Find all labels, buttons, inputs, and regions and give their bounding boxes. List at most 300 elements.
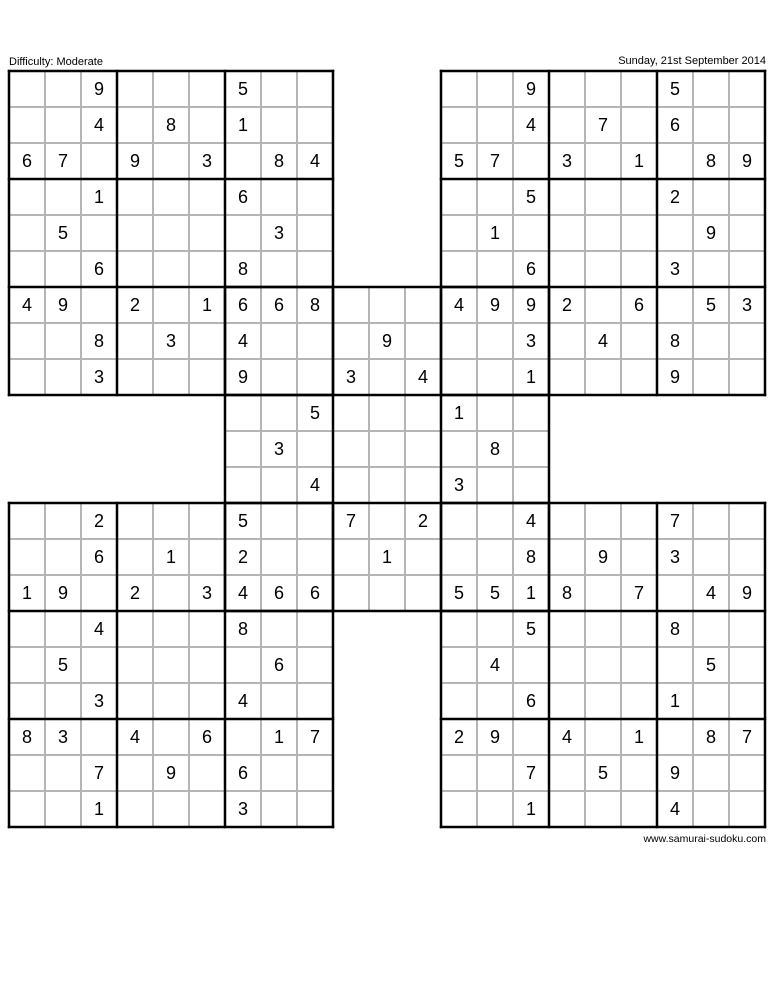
- sudoku-cell[interactable]: [189, 323, 225, 359]
- sudoku-cell[interactable]: [621, 539, 657, 575]
- sudoku-cell[interactable]: [657, 287, 693, 323]
- sudoku-cell[interactable]: [333, 575, 369, 611]
- sudoku-cell[interactable]: [45, 683, 81, 719]
- sudoku-cell[interactable]: [549, 647, 585, 683]
- sudoku-cell[interactable]: [477, 791, 513, 827]
- sudoku-cell[interactable]: [585, 719, 621, 755]
- sudoku-cell[interactable]: [189, 539, 225, 575]
- sudoku-cell[interactable]: [117, 323, 153, 359]
- sudoku-cell[interactable]: 3: [729, 287, 765, 323]
- sudoku-cell[interactable]: 4: [297, 143, 333, 179]
- sudoku-cell[interactable]: 5: [693, 647, 729, 683]
- sudoku-cell[interactable]: 5: [513, 179, 549, 215]
- sudoku-cell[interactable]: 8: [9, 719, 45, 755]
- sudoku-cell[interactable]: [117, 503, 153, 539]
- sudoku-cell[interactable]: 5: [513, 611, 549, 647]
- sudoku-cell[interactable]: [189, 611, 225, 647]
- sudoku-cell[interactable]: 8: [297, 287, 333, 323]
- sudoku-cell[interactable]: [549, 683, 585, 719]
- sudoku-cell[interactable]: [477, 611, 513, 647]
- sudoku-cell[interactable]: 1: [189, 287, 225, 323]
- sudoku-cell[interactable]: [693, 503, 729, 539]
- sudoku-cell[interactable]: [729, 215, 765, 251]
- sudoku-cell[interactable]: [441, 647, 477, 683]
- sudoku-cell[interactable]: 3: [657, 539, 693, 575]
- sudoku-cell[interactable]: [261, 467, 297, 503]
- sudoku-cell[interactable]: 3: [153, 323, 189, 359]
- sudoku-cell[interactable]: [225, 215, 261, 251]
- sudoku-cell[interactable]: [81, 215, 117, 251]
- sudoku-cell[interactable]: [585, 287, 621, 323]
- sudoku-cell[interactable]: [477, 71, 513, 107]
- sudoku-cell[interactable]: [117, 179, 153, 215]
- sudoku-cell[interactable]: [9, 359, 45, 395]
- sudoku-cell[interactable]: [45, 71, 81, 107]
- sudoku-cell[interactable]: [585, 359, 621, 395]
- sudoku-cell[interactable]: [261, 683, 297, 719]
- sudoku-cell[interactable]: [9, 215, 45, 251]
- sudoku-cell[interactable]: [81, 575, 117, 611]
- sudoku-cell[interactable]: [513, 647, 549, 683]
- sudoku-cell[interactable]: 4: [405, 359, 441, 395]
- sudoku-cell[interactable]: [117, 611, 153, 647]
- sudoku-cell[interactable]: 4: [477, 647, 513, 683]
- sudoku-cell[interactable]: 1: [153, 539, 189, 575]
- sudoku-cell[interactable]: 8: [549, 575, 585, 611]
- sudoku-cell[interactable]: [261, 179, 297, 215]
- sudoku-cell[interactable]: [621, 359, 657, 395]
- sudoku-cell[interactable]: 8: [153, 107, 189, 143]
- sudoku-cell[interactable]: [585, 791, 621, 827]
- sudoku-cell[interactable]: 9: [657, 755, 693, 791]
- sudoku-cell[interactable]: 5: [441, 575, 477, 611]
- sudoku-cell[interactable]: [9, 611, 45, 647]
- sudoku-cell[interactable]: 7: [585, 107, 621, 143]
- sudoku-cell[interactable]: [549, 323, 585, 359]
- sudoku-cell[interactable]: [621, 647, 657, 683]
- sudoku-cell[interactable]: [117, 791, 153, 827]
- sudoku-cell[interactable]: [729, 179, 765, 215]
- sudoku-cell[interactable]: 2: [225, 539, 261, 575]
- sudoku-cell[interactable]: [297, 539, 333, 575]
- sudoku-cell[interactable]: [117, 359, 153, 395]
- sudoku-cell[interactable]: 1: [513, 791, 549, 827]
- sudoku-cell[interactable]: [369, 575, 405, 611]
- sudoku-cell[interactable]: [297, 611, 333, 647]
- sudoku-cell[interactable]: [585, 503, 621, 539]
- sudoku-cell[interactable]: [477, 179, 513, 215]
- sudoku-cell[interactable]: [405, 395, 441, 431]
- sudoku-cell[interactable]: [441, 215, 477, 251]
- sudoku-cell[interactable]: 8: [261, 143, 297, 179]
- sudoku-cell[interactable]: 7: [477, 143, 513, 179]
- sudoku-cell[interactable]: [117, 755, 153, 791]
- sudoku-cell[interactable]: [621, 323, 657, 359]
- sudoku-cell[interactable]: 5: [297, 395, 333, 431]
- sudoku-cell[interactable]: [9, 71, 45, 107]
- sudoku-cell[interactable]: [153, 287, 189, 323]
- sudoku-cell[interactable]: [441, 503, 477, 539]
- sudoku-cell[interactable]: [369, 395, 405, 431]
- sudoku-cell[interactable]: [441, 179, 477, 215]
- sudoku-cell[interactable]: [549, 251, 585, 287]
- sudoku-cell[interactable]: [225, 719, 261, 755]
- sudoku-cell[interactable]: 9: [729, 143, 765, 179]
- sudoku-cell[interactable]: [153, 251, 189, 287]
- sudoku-cell[interactable]: [333, 287, 369, 323]
- sudoku-cell[interactable]: 6: [657, 107, 693, 143]
- sudoku-cell[interactable]: 3: [333, 359, 369, 395]
- sudoku-cell[interactable]: [693, 359, 729, 395]
- sudoku-cell[interactable]: [153, 179, 189, 215]
- sudoku-cell[interactable]: [45, 791, 81, 827]
- sudoku-cell[interactable]: 4: [225, 323, 261, 359]
- sudoku-cell[interactable]: [405, 431, 441, 467]
- sudoku-cell[interactable]: [261, 359, 297, 395]
- sudoku-cell[interactable]: [477, 503, 513, 539]
- sudoku-cell[interactable]: [621, 215, 657, 251]
- sudoku-cell[interactable]: [621, 71, 657, 107]
- sudoku-cell[interactable]: 3: [189, 143, 225, 179]
- sudoku-cell[interactable]: [693, 323, 729, 359]
- sudoku-cell[interactable]: [477, 251, 513, 287]
- sudoku-cell[interactable]: [621, 107, 657, 143]
- sudoku-cell[interactable]: 6: [9, 143, 45, 179]
- sudoku-cell[interactable]: [117, 683, 153, 719]
- sudoku-cell[interactable]: [9, 647, 45, 683]
- sudoku-cell[interactable]: [225, 395, 261, 431]
- sudoku-cell[interactable]: 1: [225, 107, 261, 143]
- sudoku-cell[interactable]: 4: [585, 323, 621, 359]
- sudoku-cell[interactable]: [729, 107, 765, 143]
- sudoku-cell[interactable]: [693, 251, 729, 287]
- sudoku-cell[interactable]: [225, 431, 261, 467]
- sudoku-cell[interactable]: [405, 575, 441, 611]
- sudoku-cell[interactable]: [261, 503, 297, 539]
- sudoku-cell[interactable]: [189, 251, 225, 287]
- sudoku-cell[interactable]: 9: [477, 287, 513, 323]
- sudoku-cell[interactable]: 4: [81, 107, 117, 143]
- sudoku-cell[interactable]: [405, 539, 441, 575]
- sudoku-cell[interactable]: [729, 503, 765, 539]
- sudoku-cell[interactable]: 5: [225, 71, 261, 107]
- sudoku-cell[interactable]: [81, 647, 117, 683]
- sudoku-cell[interactable]: 9: [585, 539, 621, 575]
- sudoku-cell[interactable]: [693, 71, 729, 107]
- sudoku-cell[interactable]: 2: [405, 503, 441, 539]
- sudoku-cell[interactable]: 8: [693, 143, 729, 179]
- sudoku-cell[interactable]: 9: [729, 575, 765, 611]
- sudoku-cell[interactable]: [549, 539, 585, 575]
- sudoku-cell[interactable]: [297, 359, 333, 395]
- sudoku-cell[interactable]: 3: [81, 359, 117, 395]
- sudoku-cell[interactable]: [369, 467, 405, 503]
- sudoku-cell[interactable]: 5: [585, 755, 621, 791]
- sudoku-cell[interactable]: [297, 323, 333, 359]
- sudoku-cell[interactable]: [549, 791, 585, 827]
- sudoku-cell[interactable]: 1: [441, 395, 477, 431]
- sudoku-cell[interactable]: [153, 215, 189, 251]
- sudoku-cell[interactable]: [657, 647, 693, 683]
- sudoku-cell[interactable]: [261, 395, 297, 431]
- sudoku-cell[interactable]: [441, 431, 477, 467]
- sudoku-cell[interactable]: [693, 107, 729, 143]
- sudoku-cell[interactable]: [261, 611, 297, 647]
- sudoku-cell[interactable]: [441, 755, 477, 791]
- sudoku-cell[interactable]: [189, 71, 225, 107]
- sudoku-cell[interactable]: [45, 611, 81, 647]
- sudoku-cell[interactable]: 4: [513, 503, 549, 539]
- sudoku-cell[interactable]: [729, 359, 765, 395]
- sudoku-cell[interactable]: [117, 71, 153, 107]
- sudoku-cell[interactable]: [189, 791, 225, 827]
- sudoku-cell[interactable]: [117, 251, 153, 287]
- sudoku-cell[interactable]: [549, 503, 585, 539]
- sudoku-cell[interactable]: [333, 539, 369, 575]
- sudoku-cell[interactable]: [189, 359, 225, 395]
- sudoku-cell[interactable]: [117, 215, 153, 251]
- sudoku-cell[interactable]: [477, 395, 513, 431]
- sudoku-cell[interactable]: 7: [621, 575, 657, 611]
- sudoku-cell[interactable]: 3: [513, 323, 549, 359]
- sudoku-cell[interactable]: 7: [657, 503, 693, 539]
- sudoku-cell[interactable]: 3: [261, 431, 297, 467]
- sudoku-cell[interactable]: [621, 251, 657, 287]
- sudoku-cell[interactable]: [621, 791, 657, 827]
- sudoku-cell[interactable]: [153, 359, 189, 395]
- sudoku-cell[interactable]: [225, 647, 261, 683]
- sudoku-cell[interactable]: 8: [225, 251, 261, 287]
- footer-url[interactable]: www.samurai-sudoku.com: [643, 833, 766, 845]
- sudoku-cell[interactable]: [585, 611, 621, 647]
- sudoku-cell[interactable]: [729, 71, 765, 107]
- sudoku-cell[interactable]: 7: [297, 719, 333, 755]
- sudoku-cell[interactable]: [117, 647, 153, 683]
- sudoku-cell[interactable]: [333, 323, 369, 359]
- sudoku-cell[interactable]: [549, 755, 585, 791]
- sudoku-cell[interactable]: [405, 467, 441, 503]
- sudoku-cell[interactable]: [189, 683, 225, 719]
- sudoku-cell[interactable]: [261, 323, 297, 359]
- sudoku-cell[interactable]: 8: [693, 719, 729, 755]
- sudoku-cell[interactable]: 6: [189, 719, 225, 755]
- sudoku-cell[interactable]: 4: [225, 575, 261, 611]
- sudoku-cell[interactable]: [9, 503, 45, 539]
- sudoku-cell[interactable]: 7: [81, 755, 117, 791]
- sudoku-cell[interactable]: [153, 719, 189, 755]
- sudoku-cell[interactable]: [441, 323, 477, 359]
- sudoku-cell[interactable]: [369, 503, 405, 539]
- sudoku-cell[interactable]: [261, 71, 297, 107]
- sudoku-cell[interactable]: [729, 251, 765, 287]
- sudoku-cell[interactable]: [585, 647, 621, 683]
- sudoku-cell[interactable]: [621, 683, 657, 719]
- sudoku-cell[interactable]: [45, 107, 81, 143]
- sudoku-cell[interactable]: [729, 539, 765, 575]
- sudoku-cell[interactable]: 6: [261, 575, 297, 611]
- sudoku-cell[interactable]: [441, 539, 477, 575]
- sudoku-cell[interactable]: [441, 611, 477, 647]
- sudoku-cell[interactable]: 1: [369, 539, 405, 575]
- sudoku-cell[interactable]: 3: [225, 791, 261, 827]
- sudoku-cell[interactable]: [297, 107, 333, 143]
- sudoku-cell[interactable]: [477, 107, 513, 143]
- sudoku-cell[interactable]: [729, 791, 765, 827]
- sudoku-cell[interactable]: [477, 683, 513, 719]
- sudoku-cell[interactable]: [513, 215, 549, 251]
- sudoku-cell[interactable]: 9: [513, 287, 549, 323]
- sudoku-cell[interactable]: [585, 683, 621, 719]
- sudoku-cell[interactable]: 1: [81, 791, 117, 827]
- sudoku-cell[interactable]: 4: [297, 467, 333, 503]
- sudoku-cell[interactable]: [369, 287, 405, 323]
- sudoku-cell[interactable]: [477, 539, 513, 575]
- sudoku-cell[interactable]: 5: [441, 143, 477, 179]
- sudoku-cell[interactable]: [153, 791, 189, 827]
- sudoku-cell[interactable]: 9: [45, 287, 81, 323]
- sudoku-cell[interactable]: [9, 179, 45, 215]
- sudoku-cell[interactable]: 7: [333, 503, 369, 539]
- sudoku-cell[interactable]: [153, 503, 189, 539]
- sudoku-cell[interactable]: [513, 467, 549, 503]
- sudoku-cell[interactable]: [441, 683, 477, 719]
- sudoku-cell[interactable]: 2: [117, 287, 153, 323]
- sudoku-cell[interactable]: [477, 755, 513, 791]
- sudoku-cell[interactable]: [117, 107, 153, 143]
- sudoku-cell[interactable]: [513, 395, 549, 431]
- sudoku-cell[interactable]: [405, 287, 441, 323]
- sudoku-cell[interactable]: 4: [117, 719, 153, 755]
- sudoku-cell[interactable]: [585, 71, 621, 107]
- sudoku-cell[interactable]: [9, 323, 45, 359]
- sudoku-cell[interactable]: 3: [189, 575, 225, 611]
- sudoku-cell[interactable]: [549, 359, 585, 395]
- sudoku-cell[interactable]: 6: [261, 287, 297, 323]
- sudoku-cell[interactable]: [9, 755, 45, 791]
- sudoku-cell[interactable]: [81, 143, 117, 179]
- sudoku-cell[interactable]: 2: [81, 503, 117, 539]
- sudoku-cell[interactable]: 9: [153, 755, 189, 791]
- sudoku-cell[interactable]: 2: [441, 719, 477, 755]
- sudoku-cell[interactable]: [153, 647, 189, 683]
- sudoku-cell[interactable]: [189, 647, 225, 683]
- sudoku-cell[interactable]: [153, 71, 189, 107]
- sudoku-cell[interactable]: 5: [657, 71, 693, 107]
- sudoku-cell[interactable]: 9: [45, 575, 81, 611]
- sudoku-cell[interactable]: [9, 539, 45, 575]
- sudoku-cell[interactable]: 9: [693, 215, 729, 251]
- sudoku-cell[interactable]: [45, 755, 81, 791]
- sudoku-cell[interactable]: 9: [369, 323, 405, 359]
- sudoku-cell[interactable]: [81, 287, 117, 323]
- sudoku-cell[interactable]: [621, 503, 657, 539]
- sudoku-cell[interactable]: 3: [657, 251, 693, 287]
- sudoku-cell[interactable]: [513, 431, 549, 467]
- sudoku-cell[interactable]: [549, 179, 585, 215]
- sudoku-cell[interactable]: [729, 611, 765, 647]
- sudoku-cell[interactable]: [45, 539, 81, 575]
- sudoku-cell[interactable]: [153, 575, 189, 611]
- sudoku-cell[interactable]: [153, 611, 189, 647]
- sudoku-cell[interactable]: [261, 251, 297, 287]
- sudoku-cell[interactable]: [513, 143, 549, 179]
- sudoku-cell[interactable]: [297, 431, 333, 467]
- sudoku-cell[interactable]: [621, 755, 657, 791]
- sudoku-cell[interactable]: 5: [45, 215, 81, 251]
- sudoku-cell[interactable]: [333, 467, 369, 503]
- sudoku-cell[interactable]: [189, 179, 225, 215]
- sudoku-cell[interactable]: [477, 359, 513, 395]
- sudoku-cell[interactable]: [153, 683, 189, 719]
- sudoku-cell[interactable]: [477, 323, 513, 359]
- sudoku-cell[interactable]: [621, 179, 657, 215]
- sudoku-cell[interactable]: 4: [549, 719, 585, 755]
- sudoku-cell[interactable]: [693, 179, 729, 215]
- sudoku-cell[interactable]: 8: [657, 611, 693, 647]
- sudoku-cell[interactable]: [693, 683, 729, 719]
- sudoku-cell[interactable]: [657, 215, 693, 251]
- sudoku-cell[interactable]: 1: [621, 719, 657, 755]
- sudoku-cell[interactable]: [45, 251, 81, 287]
- sudoku-cell[interactable]: [333, 431, 369, 467]
- sudoku-cell[interactable]: 6: [81, 251, 117, 287]
- sudoku-cell[interactable]: [657, 143, 693, 179]
- sudoku-cell[interactable]: [441, 251, 477, 287]
- sudoku-cell[interactable]: [549, 611, 585, 647]
- sudoku-cell[interactable]: 4: [657, 791, 693, 827]
- sudoku-cell[interactable]: 9: [477, 719, 513, 755]
- sudoku-cell[interactable]: [693, 755, 729, 791]
- sudoku-cell[interactable]: 3: [549, 143, 585, 179]
- sudoku-cell[interactable]: [441, 359, 477, 395]
- sudoku-cell[interactable]: [585, 143, 621, 179]
- sudoku-cell[interactable]: [9, 683, 45, 719]
- sudoku-cell[interactable]: 3: [81, 683, 117, 719]
- sudoku-cell[interactable]: [549, 71, 585, 107]
- sudoku-cell[interactable]: 1: [621, 143, 657, 179]
- sudoku-cell[interactable]: [369, 359, 405, 395]
- sudoku-cell[interactable]: [729, 323, 765, 359]
- sudoku-cell[interactable]: 2: [657, 179, 693, 215]
- sudoku-cell[interactable]: 4: [81, 611, 117, 647]
- sudoku-cell[interactable]: [117, 539, 153, 575]
- sudoku-cell[interactable]: 6: [81, 539, 117, 575]
- sudoku-cell[interactable]: [189, 107, 225, 143]
- sudoku-cell[interactable]: [297, 755, 333, 791]
- sudoku-cell[interactable]: 8: [477, 431, 513, 467]
- sudoku-cell[interactable]: [621, 611, 657, 647]
- sudoku-cell[interactable]: 8: [657, 323, 693, 359]
- sudoku-cell[interactable]: 9: [81, 71, 117, 107]
- sudoku-cell[interactable]: 6: [225, 287, 261, 323]
- sudoku-cell[interactable]: [297, 791, 333, 827]
- sudoku-cell[interactable]: 3: [45, 719, 81, 755]
- sudoku-cell[interactable]: [45, 359, 81, 395]
- sudoku-cell[interactable]: [441, 107, 477, 143]
- sudoku-cell[interactable]: [297, 683, 333, 719]
- sudoku-cell[interactable]: 7: [513, 755, 549, 791]
- sudoku-cell[interactable]: 6: [225, 179, 261, 215]
- sudoku-cell[interactable]: [297, 215, 333, 251]
- sudoku-cell[interactable]: [693, 791, 729, 827]
- sudoku-cell[interactable]: 4: [9, 287, 45, 323]
- sudoku-cell[interactable]: [261, 755, 297, 791]
- sudoku-cell[interactable]: [297, 647, 333, 683]
- sudoku-cell[interactable]: [261, 107, 297, 143]
- sudoku-cell[interactable]: [189, 503, 225, 539]
- sudoku-cell[interactable]: 6: [621, 287, 657, 323]
- sudoku-cell[interactable]: [657, 575, 693, 611]
